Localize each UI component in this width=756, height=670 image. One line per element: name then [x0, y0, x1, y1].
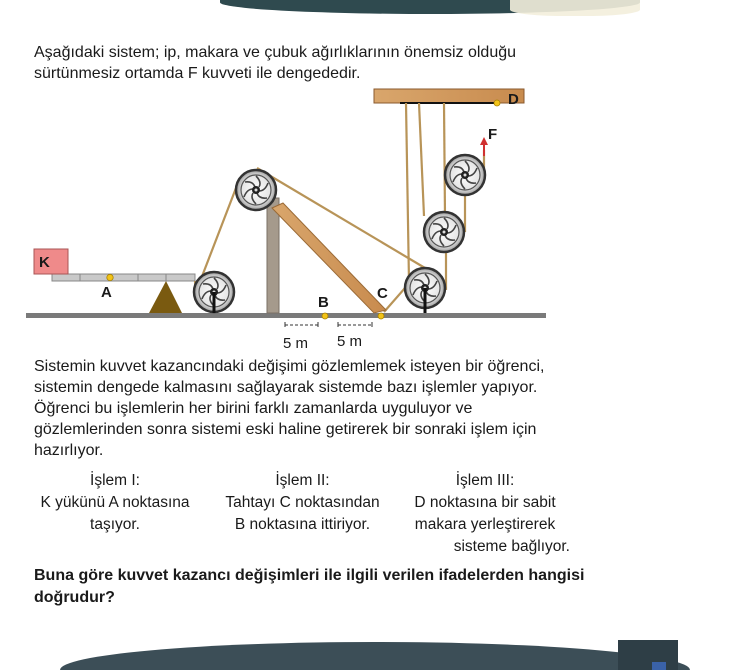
distance-label-1: 5 m	[283, 335, 309, 352]
step-2-line1: Tahtayı C noktasından	[225, 494, 380, 511]
point-d-marker	[494, 100, 500, 106]
lever-bar	[52, 274, 195, 281]
movable-pulley-lower	[424, 212, 464, 252]
ground-surface	[26, 313, 546, 318]
label-k: K	[39, 254, 50, 271]
step-3-title: İşlem III:	[455, 472, 515, 489]
step-1-title: İşlem I:	[90, 472, 140, 489]
step-3-line2: makara yerleştirerek	[414, 516, 556, 533]
ceiling-beam	[374, 89, 524, 103]
label-d: D	[508, 91, 519, 108]
label-f: F	[488, 126, 498, 143]
inclined-board	[272, 203, 386, 313]
scenario-text: Sistemin kuvvet kazancındaki değişimi gözlemlemek isteyen bir öğrenci, sistemin dengede kalmasını sağlayarak sistemde bazı işlemler yapıyor. Öğrenci bu işlemlerin her birini farklı zamanlarda uyguluyor ve gözlemlerinden sonra sistemi eski haline getirerek bir sonraki işlem için hazırlıyor.	[34, 358, 545, 459]
point-c-marker	[378, 313, 384, 319]
label-a: A	[101, 284, 112, 301]
support-column	[267, 198, 279, 313]
step-2	[215, 470, 390, 536]
step-3	[400, 470, 570, 558]
step-1	[30, 470, 200, 536]
label-c: C	[377, 285, 388, 302]
step-1-line2: taşıyor.	[90, 516, 140, 533]
step-1-line1: K yükünü A noktasına	[40, 494, 190, 511]
distance-markers	[285, 322, 372, 327]
step-3-line1: D noktasına bir sabit	[414, 494, 556, 511]
fulcrum	[149, 281, 182, 313]
corner-badge	[652, 662, 666, 670]
movable-pulley-upper	[445, 155, 485, 195]
question-text: Buna göre kuvvet kazancı değişimleri ile ilgili verilen ifadelerden hangisi doğrudur?	[34, 567, 585, 606]
step-2-title: İşlem II:	[275, 472, 330, 489]
step-2-line2: B noktasına ittiriyor.	[234, 516, 371, 533]
bottom-decor-corner	[618, 640, 678, 670]
point-b-marker	[322, 313, 328, 319]
distance-label-2: 5 m	[337, 333, 363, 350]
intro-text: Aşağıdaki sistem; ip, makara ve çubuk ağırlıklarının önemsiz olduğu sürtünmesiz ortamda F kuvveti ile dengededir.	[34, 44, 517, 82]
label-b: B	[318, 294, 329, 311]
column-pulley	[236, 170, 276, 210]
step-3-line3: sisteme bağlıyor.	[453, 538, 570, 555]
